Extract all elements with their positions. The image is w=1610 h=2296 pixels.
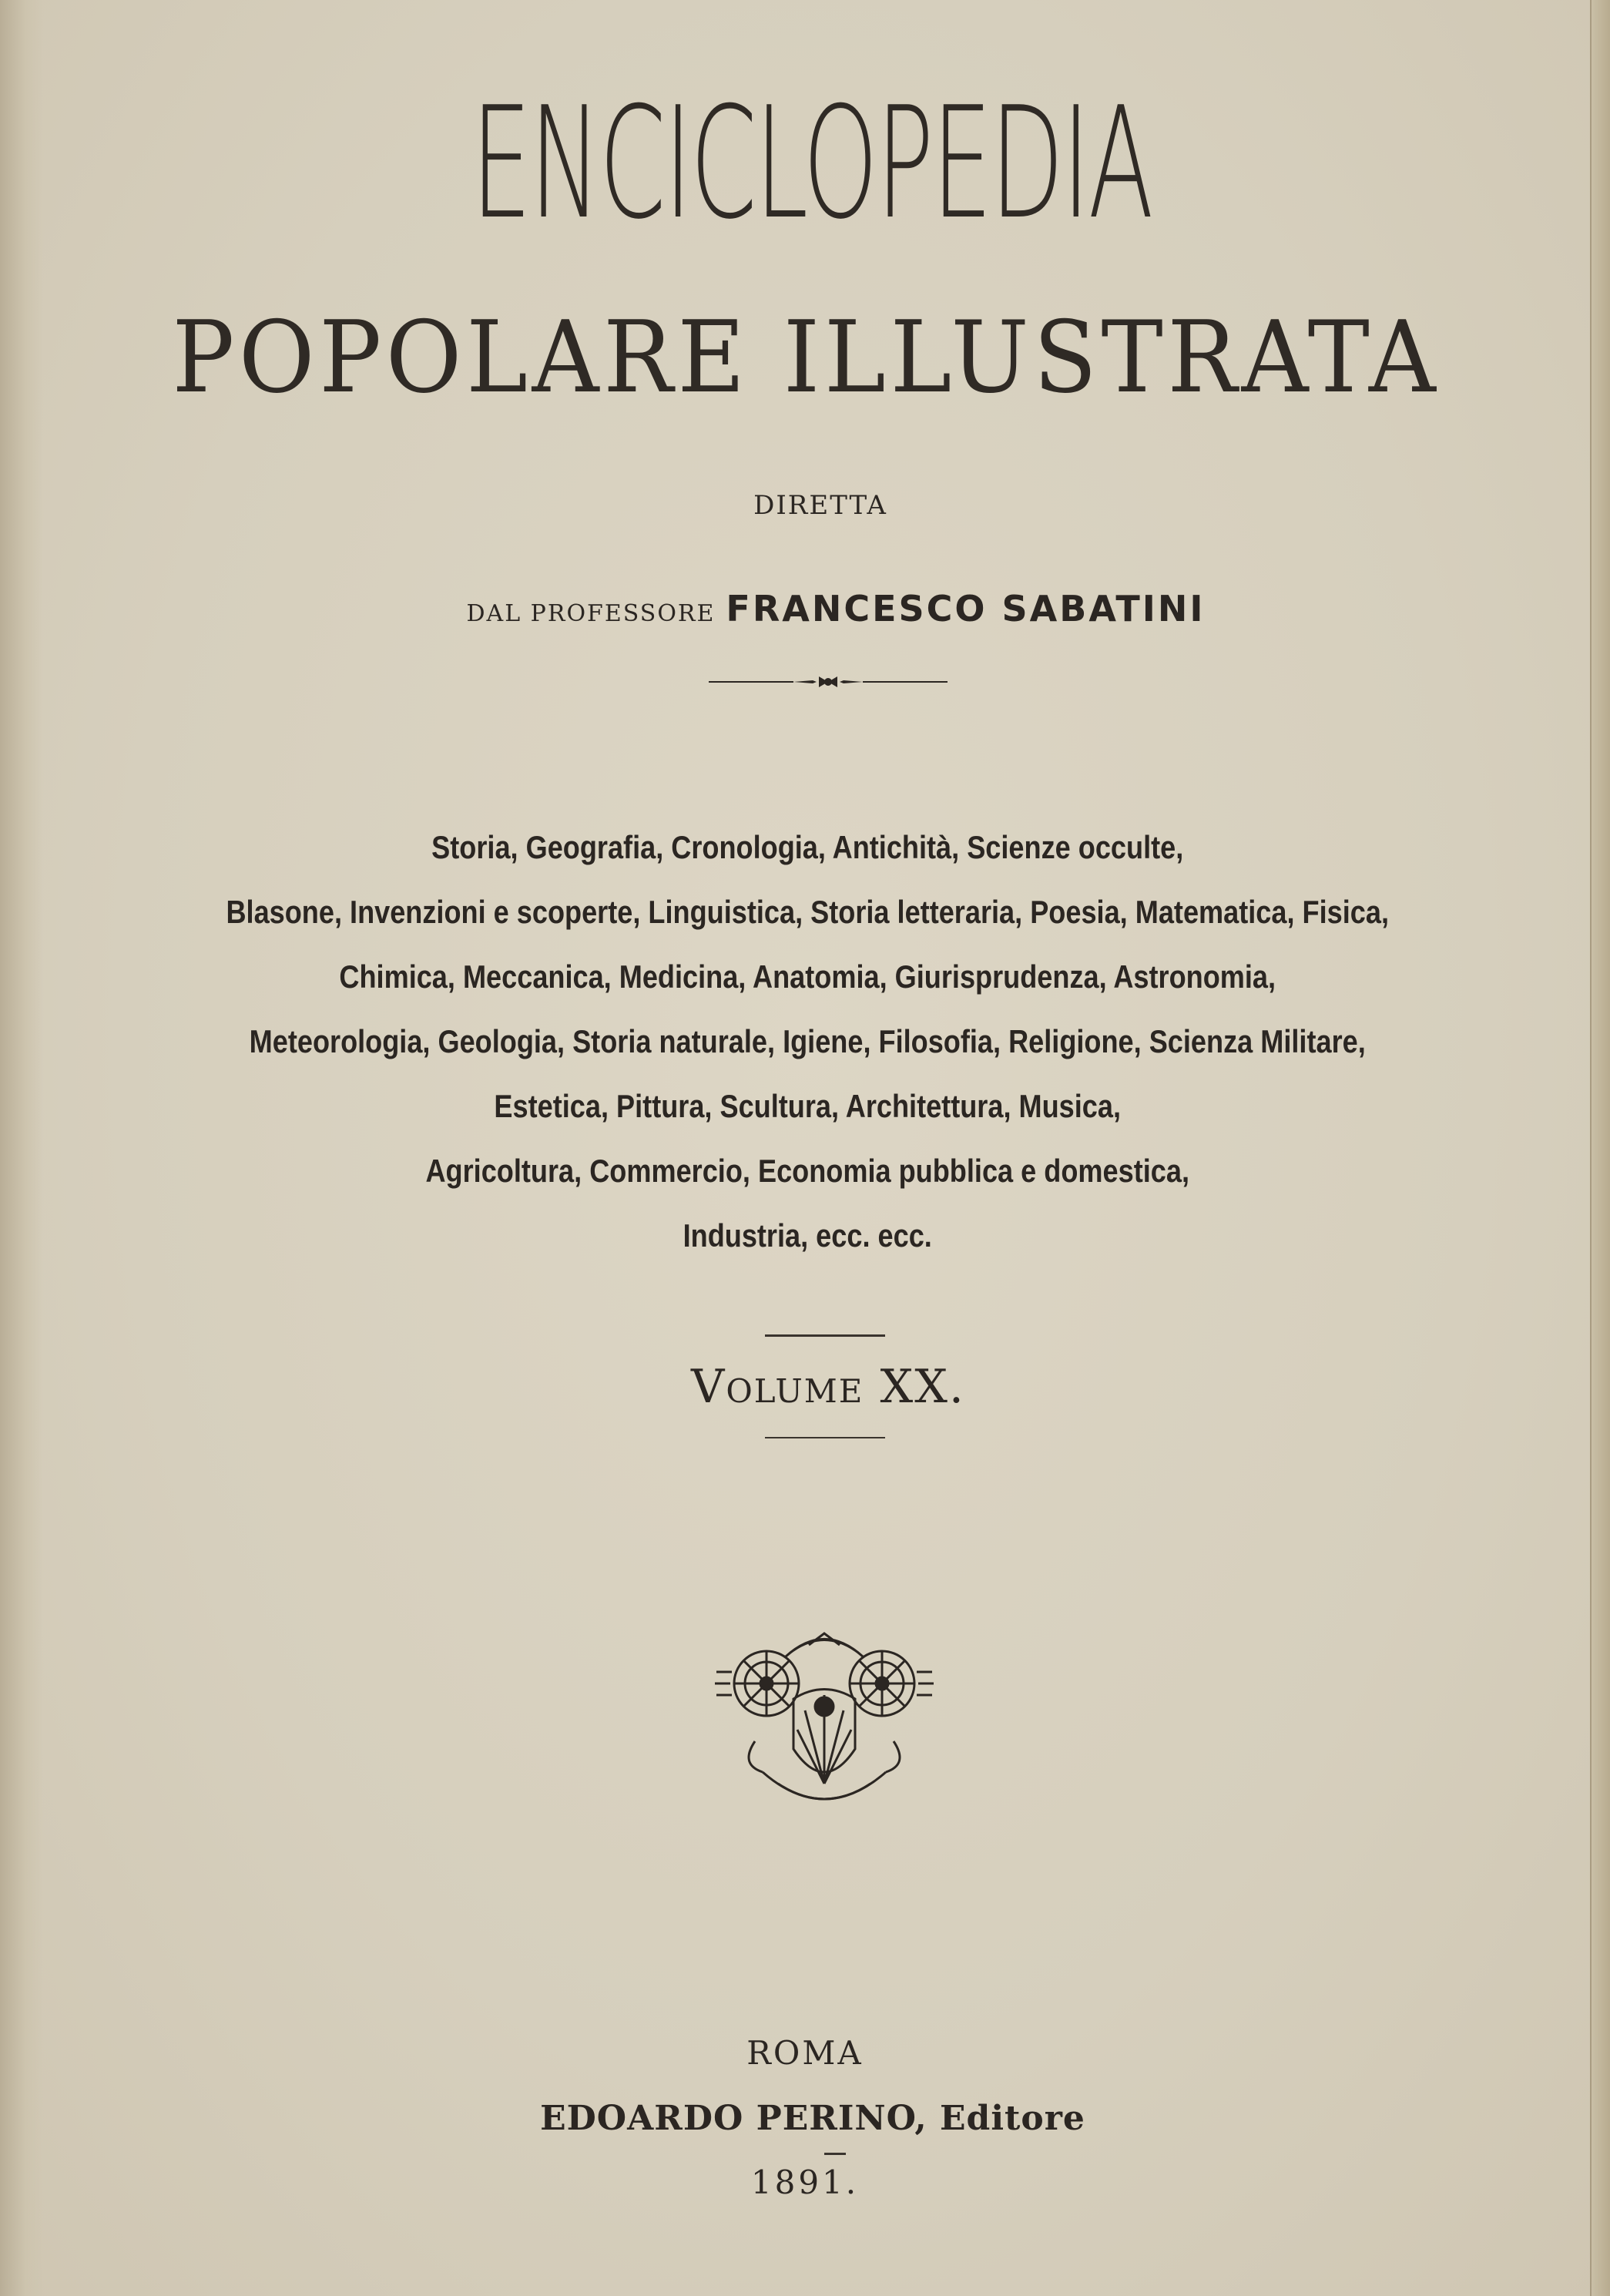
imprint-city: ROMA	[746, 2034, 864, 2072]
direction-label: DIRETTA	[753, 490, 887, 521]
ornamental-rule-icon	[709, 670, 948, 693]
subject-line: Industria, ecc. ecc.	[683, 1217, 932, 1254]
subject-line: Storia, Geografia, Cronologia, Antichità, Scienze occulte,	[431, 829, 1184, 865]
volume-word: Volume	[690, 1360, 864, 1414]
volume-rule-bottom	[765, 1437, 885, 1438]
imprint-rule	[824, 2153, 846, 2155]
editor-prefix: DAL PROFESSORE	[466, 600, 716, 627]
volume-rule-top	[765, 1334, 885, 1337]
subject-line: Chimica, Meccanica, Medicina, Anatomia, Giurisprudenza, Astronomia,	[339, 958, 1276, 995]
volume-number: XX.	[880, 1360, 965, 1414]
imprint-publisher: EDOARDO PERINO, Editore	[540, 2099, 1085, 2138]
title-line-1: ENCICLOPEDIA	[471, 74, 1152, 253]
subjects-list	[0, 815, 1610, 1268]
subject-line: Estetica, Pittura, Scultura, Architettura, Musica,	[494, 1088, 1122, 1124]
volume-label	[23, 1360, 1610, 1414]
editor-name: FRANCESCO SABATINI	[726, 588, 1206, 629]
imprint-year: 1891.	[750, 2163, 860, 2201]
title-line-2: POPOLARE ILLUSTRATA	[172, 300, 1441, 415]
printer-emblem-icon	[709, 1626, 940, 1818]
subject-line: Blasone, Invenzioni e scoperte, Linguistica, Storia letteraria, Poesia, Matematica, Fisica,	[226, 894, 1389, 930]
editor-byline	[31, 586, 1610, 640]
subject-line: Agricoltura, Commercio, Economia pubblica e domestica,	[425, 1153, 1189, 1189]
subject-line: Meteorologia, Geologia, Storia naturale, Igiene, Filosofia, Religione, Scienza Militare,	[249, 1023, 1366, 1059]
